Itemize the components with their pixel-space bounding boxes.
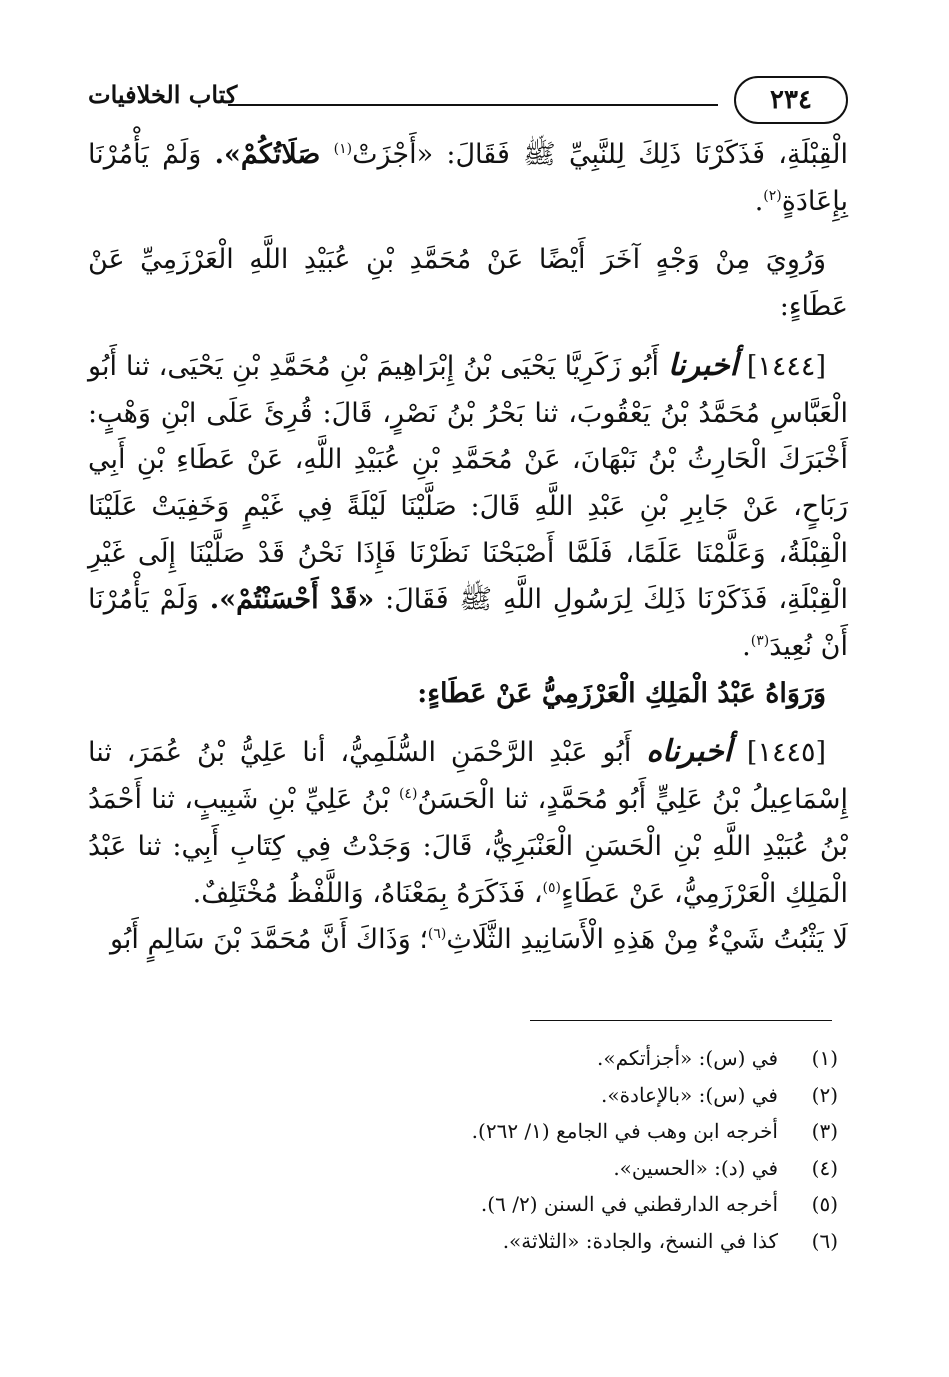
hadith-1445-text-b: بْنُ عَلِيِّ بْنِ شَبِيبٍ، ثنا أَحْمَدُ بْنُ عُبَيْدِ اللَّهِ بْنِ الْحَسَنِ الْعَنْبَرِيُّ، قَالَ: وَجَدْتُ فِي كِتَابِ أَبِي: ثنا عَبْدُ الْمَلِكِ الْعَرْزَمِيُّ، عَنْ عَطَاءٍ <box>88 784 848 909</box>
hadith-number-1445: [١٤٤٥] <box>746 737 826 769</box>
main-text <box>88 132 848 964</box>
hadith-1445 <box>88 729 848 917</box>
footnote-6 <box>300 1223 838 1260</box>
footnote-ref-6: (٦) <box>427 926 447 943</box>
paragraph-1: الْقِبْلَةِ، فَذَكَرْنَا ذَلِكَ لِلنَّبِيِّ ﷺ فَقَالَ: «أَجْزَتْ$^{(١)}$ صَلَاتُكُمْ». وَلَمْ يَأْمُرْنَا بِإِعَادَةٍ$^{(٢)}$. <box>88 139 848 217</box>
book-title: كتاب الخلافيات <box>88 80 238 109</box>
footnote-1 <box>300 1040 838 1077</box>
hadith-1444-rest: وَلَمْ يَأْمُرْنَا أَنْ نُعِيدَ <box>88 584 848 663</box>
hadith-lead-word: أخبرنا <box>667 347 738 383</box>
footnotes <box>300 1040 838 1259</box>
footnote-number: (٥) <box>811 1192 838 1216</box>
paragraph-6 <box>88 917 848 964</box>
footnote-ref-2: (٢) <box>763 187 782 204</box>
footnote-number: (٢) <box>811 1082 838 1107</box>
paragraph-1-rest: وَلَمْ يَأْمُرْنَا بِإِعَادَةٍ <box>88 139 848 217</box>
footnote-2 <box>300 1077 838 1114</box>
footnote-3 <box>300 1113 838 1150</box>
paragraph-1-text: الْقِبْلَةِ، فَذَكَرْنَا ذَلِكَ لِلنَّبِيِّ ﷺ فَقَالَ: «أَجْزَتْ <box>352 139 848 170</box>
footnote-5 <box>300 1186 838 1223</box>
footnote-number: (١) <box>811 1046 838 1070</box>
footnote-text: في (د): «الحسين». <box>613 1155 778 1180</box>
footnote-4 <box>300 1150 838 1187</box>
footnote-number: (٤) <box>811 1155 838 1180</box>
footnote-ref-4: (٤) <box>398 786 418 803</box>
quote-end: صَلَاتُكُمْ». <box>214 139 321 170</box>
footnote-text: أخرجه ابن وهب في الجامع (١/ ٢٦٢). <box>471 1119 778 1143</box>
hadith-lead-word: أخبرناه <box>646 734 733 770</box>
header-rule <box>228 104 718 106</box>
hadith-1445-text-a: أَبُو عَبْدِ الرَّحْمَنِ السُّلَمِيُّ، أنا عَلِيُّ بْنُ عُمَرَ، ثنا إِسْمَاعِيلُ بْنُ عَلِيٍّ أَبُو مُحَمَّدٍ، ثنا الْحَسَنُ <box>88 737 848 816</box>
footnote-ref-1: (١) <box>333 141 353 157</box>
hadith-number-1444: [١٤٤٤] <box>746 350 826 382</box>
footnote-text: كذا في النسخ، والجادة: «الثلاثة». <box>502 1228 778 1253</box>
footnote-ref-3: (٣) <box>750 633 770 650</box>
hadith-1444: [١٤٤٤] أخبرنا أَبُو زَكَرِيَّا يَحْيَى بْنُ إِبْرَاهِيمَ بْنِ مُحَمَّدِ بْنِ يَحْيَى، ثنا أَبُو الْعَبَّاسِ مُحَمَّدُ بْنُ يَعْقُوبَ، ثنا بَحْرُ بْنُ نَصْرٍ، قَالَ: قُرِئَ عَلَى ابْنِ وَهْبٍ: أَخْبَرَكَ الْحَارِثُ بْنُ نَبْهَانَ، عَنْ مُحَمَّدِ بْنِ عُبَيْدِ اللَّهِ، عَنْ عَطَاءِ بْنِ أَبِي رَبَاحٍ، عَنْ جَابِرِ بْنِ عَبْدِ اللَّهِ قَالَ: صَلَّيْنَا لَيْلَةً فِي غَيْمٍ وَخَفِيَتْ عَلَيْنَا الْقِبْلَةُ، وَعَلَّمْنَا عَلَمًا، فَلَمَّا أَصْبَحْنَا نَظَرْنَا فَإِذَا نَحْنُ قَدْ صَلَّيْنَا إِلَى غَيْرِ الْقِبْلَةِ، فَذَكَرْنَا ذَلِكَ لِرَسُولِ اللَّهِ ﷺ فَقَالَ: «قَدْ أَحْسَنْتُمْ». وَلَمْ يَأْمُرْنَا أَنْ نُعِيدَ$^{(٣)}$. <box>88 347 848 663</box>
footnote-text: في (س): «بالإعادة». <box>600 1082 778 1107</box>
footnote-number: (٣) <box>811 1119 838 1143</box>
paragraph-6-text-b: ؛ وَذَاكَ أَنَّ مُحَمَّدَ بْنَ سَالِمٍ أَبُو <box>109 924 428 956</box>
page-number: ٢٣٤ <box>734 76 848 124</box>
paragraph-2: وَرُوِيَ مِنْ وَجْهٍ آخَرَ أَيْضًا عَنْ مُحَمَّدِ بْنِ عُبَيْدِ اللَّهِ الْعَرْزَمِيِّ عَنْ عَطَاءٍ: <box>88 244 848 323</box>
running-header <box>88 68 848 130</box>
hadith-1444-quote: «قَدْ أَحْسَنْتُمْ». <box>209 584 375 616</box>
paragraph-6-text-a: لَا يَثْبُتُ شَيْءٌ مِنْ هَذِهِ الْأَسَانِيدِ الثَّلَاثِ <box>446 924 848 956</box>
hadith-1444-text: أَبُو زَكَرِيَّا يَحْيَى بْنُ إِبْرَاهِيمَ بْنِ مُحَمَّدِ بْنِ يَحْيَى، ثنا أَبُو الْعَبَّاسِ مُحَمَّدُ بْنُ يَعْقُوبَ، ثنا بَحْرُ بْنُ نَصْرٍ، قَالَ: قُرِئَ عَلَى ابْنِ وَهْبٍ: أَخْبَرَكَ الْحَارِثُ بْنُ نَبْهَانَ، عَنْ مُحَمَّدِ بْنِ عُبَيْدِ اللَّهِ، عَنْ عَطَاءِ بْنِ أَبِي رَبَاحٍ، عَنْ جَابِرِ بْنِ عَبْدِ اللَّهِ قَالَ: صَلَّيْنَا لَيْلَةً فِي غَيْمٍ وَخَفِيَتْ عَلَيْنَا الْقِبْلَةُ، وَعَلَّمْنَا عَلَمًا، فَلَمَّا أَصْبَحْنَا نَظَرْنَا فَإِذَا نَحْنُ قَدْ صَلَّيْنَا إِلَى غَيْرِ الْقِبْلَةِ، فَذَكَرْنَا ذَلِكَ لِرَسُولِ اللَّهِ ﷺ فَقَالَ: <box>88 350 848 616</box>
footnote-rule <box>530 1020 832 1021</box>
footnote-ref-5: (٥) <box>542 879 561 896</box>
footnote-number: (٦) <box>811 1228 838 1253</box>
paragraph-4: وَرَوَاهُ عَبْدُ الْمَلِكِ الْعَرْزَمِيُّ عَنْ عَطَاءٍ: <box>417 677 826 709</box>
footnote-text: أخرجه الدارقطني في السنن (٢/ ٦). <box>480 1192 778 1216</box>
footnote-text: في (س): «أجزأتكم». <box>597 1046 778 1070</box>
hadith-1445-text-c: ، فَذَكَرَهُ بِمَعْنَاهُ، وَاللَّفْظُ مُخْتَلِفٌ. <box>192 877 543 909</box>
